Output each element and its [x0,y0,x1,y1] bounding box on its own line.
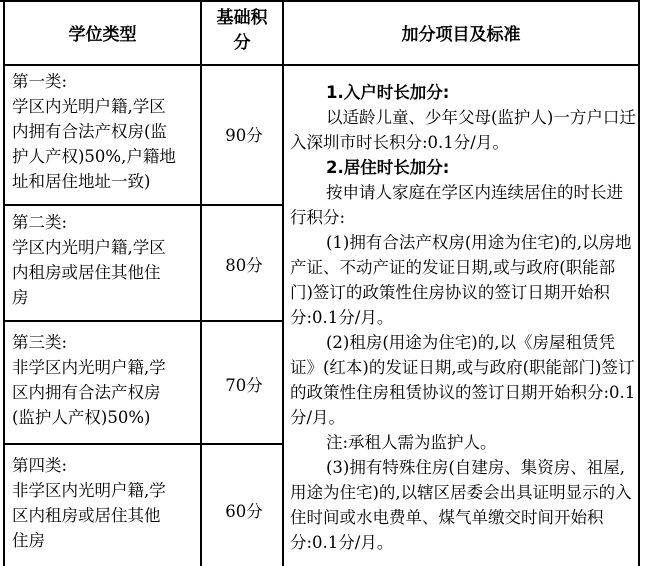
rule-residence-owned: (1)拥有合法产权房(用途为住宅)的,以房地产证、不动产证的发证日期,或与政府(职能部门)签订的政策性住房协议的签订日期开始积分:0.1分/月。 [290,233,632,327]
border-top [0,0,640,2]
row-4-type: 第四类: 非学区内光明户籍,学 区内租房或居住其他 住房 [12,456,166,550]
row-divider-1 [3,204,284,206]
border-left [3,0,5,566]
rule-residence-note: 注:承租人需为监护人。 [326,433,497,452]
row-1-score: 90分 [225,126,263,145]
header-rules: 加分项目及标准 [401,25,521,45]
row-3-type: 第三类: 非学区内光明户籍,学 区内拥有合法产权房 (监护人产权)50%) [12,333,166,427]
header-divider [3,64,640,66]
header-type: 学位类型 [68,25,137,45]
rule-residence-rented: (2)租房(用途为住宅)的,以《房屋租赁凭证》(红本)的发证日期,或与政府(职能部门)签订的政策性住房租赁协议的签订日期开始积分:0.1分/月。 [290,333,636,427]
rules-content [290,80,637,555]
rule-household-text: 以适龄儿童、少年父母(监护人)一方户口迁入深圳市时长积分:0.1分/月。 [290,108,636,152]
row-1-type: 第一类: 学区内光明户籍,学区 内拥有合法产权房(监 护人产权)50%,户籍地 址和居住地址一致) [12,72,176,191]
rule-heading-household: 1.入户时长加分: [326,83,450,102]
col-divider-1 [200,0,202,566]
rule-residence-special: (3)拥有特殊住房(自建房、集资房、祖屋,用途为住宅)的,以辖区居委会出具证明显示的入住时间或水电费单、煤气单缴交时间开始积分:0.1分/月。 [290,458,632,552]
rule-residence-intro: 按申请人家庭在学区内连续居住的时长进行积分: [290,183,623,227]
header-base-score: 基础积 分 [216,8,268,53]
row-divider-3 [3,443,284,445]
row-divider-2 [3,320,284,322]
row-4-score: 60分 [225,502,263,521]
row-2-score: 80分 [225,256,263,275]
rule-heading-residence: 2.居住时长加分: [326,158,450,177]
col-divider-2 [282,0,284,566]
border-right [638,0,640,566]
row-2-type: 第二类: 学区内光明户籍,学区 内租房或居住其他住 房 [12,213,166,307]
row-3-score: 70分 [225,376,263,395]
